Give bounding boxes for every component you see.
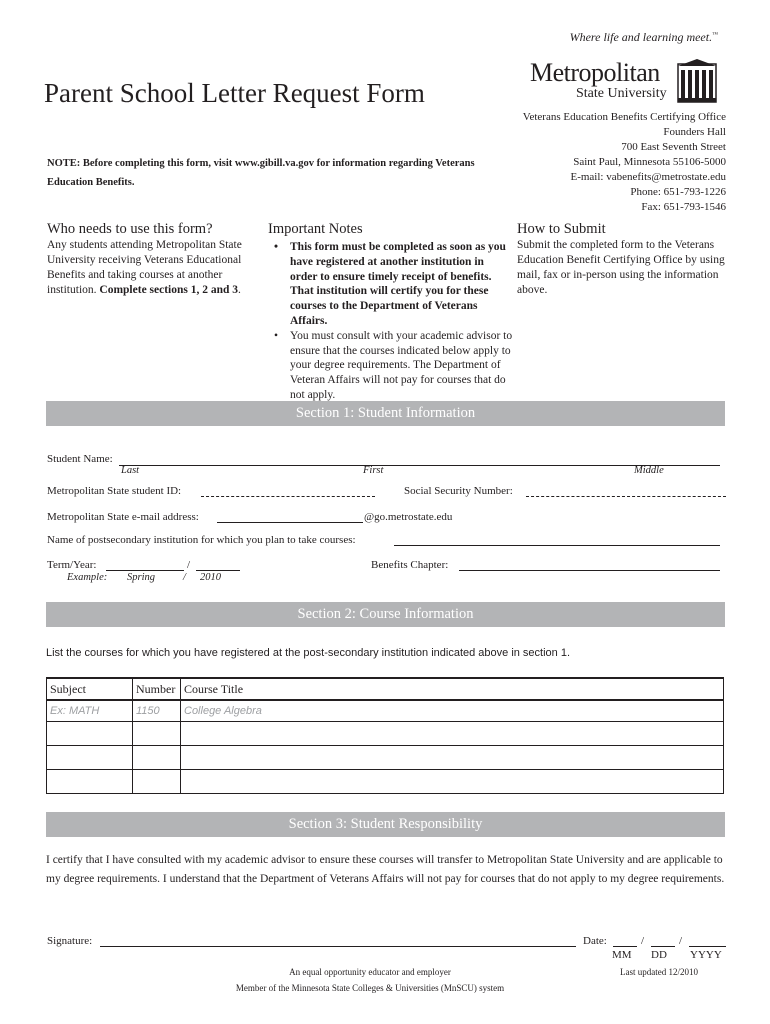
table-header-row xyxy=(47,678,724,700)
office-line: E-mail: vabenefits@metrostate.edu xyxy=(570,171,726,183)
date-yyyy-caption: YYYY xyxy=(690,949,722,961)
logo-line2: State University xyxy=(576,86,667,101)
important-notes-column xyxy=(268,221,514,403)
office-line: Phone: 651-793-1226 xyxy=(630,186,726,198)
example-slash: / xyxy=(183,572,186,583)
example-term: Spring xyxy=(127,572,156,583)
footer-eeo: An equal opportunity educator and employer xyxy=(289,967,451,977)
student-id-label: Metropolitan State student ID: xyxy=(47,485,182,497)
gibill-note: NOTE: Before completing this form, visit www.gibill.va.gov for information regarding Veterans Education Benefits. xyxy=(47,158,475,188)
date-yyyy-field[interactable] xyxy=(689,946,726,947)
number-cell[interactable] xyxy=(133,722,181,746)
subject-cell[interactable] xyxy=(47,746,133,770)
signature-field[interactable] xyxy=(100,946,576,947)
how-text: Submit the completed form to the Veterans Education Benefit Certifying Office by using mail, fax or in-person using the information above. xyxy=(517,239,725,296)
who-column xyxy=(47,221,257,298)
how-heading: How to Submit xyxy=(517,221,606,237)
example-title: College Algebra xyxy=(181,700,724,722)
who-text: Any students attending Metropolitan State University receiving Veterans Educational Benefits and taking courses at another institution. Complete sections 1, 2 and 3. xyxy=(47,239,242,296)
date-label: Date: xyxy=(583,935,607,947)
office-line: 700 East Seventh Street xyxy=(621,141,726,153)
email-domain: @go.metrostate.edu xyxy=(364,511,453,523)
tagline: Where life and learning meet.™ xyxy=(569,30,718,44)
important-heading: Important Notes xyxy=(268,221,363,237)
table-row[interactable] xyxy=(47,722,724,746)
number-cell[interactable] xyxy=(133,770,181,794)
column-number: Number xyxy=(133,678,181,700)
title-cell[interactable] xyxy=(181,722,724,746)
last-updated: Last updated 12/2010 xyxy=(620,967,698,977)
section2-header: Section 2: Course Information xyxy=(46,602,725,627)
table-row-example xyxy=(47,700,724,722)
term-year-slash: / xyxy=(187,559,191,571)
number-cell[interactable] xyxy=(133,746,181,770)
term-field[interactable] xyxy=(106,570,184,571)
student-name-label: Student Name: xyxy=(47,453,113,465)
section3-header: Section 3: Student Responsibility xyxy=(46,812,725,837)
title-cell[interactable] xyxy=(181,746,724,770)
date-slash-1: / xyxy=(641,935,645,947)
office-line: Founders Hall xyxy=(663,126,726,138)
office-line: Saint Paul, Minnesota 55106-5000 xyxy=(573,156,726,168)
student-name-field[interactable] xyxy=(119,465,720,466)
last-name-caption: Last xyxy=(121,465,140,476)
course-table xyxy=(46,677,724,794)
column-course-title: Course Title xyxy=(181,678,724,700)
example-number: 1150 xyxy=(133,700,181,722)
institution-field[interactable] xyxy=(394,545,720,546)
example-year: 2010 xyxy=(200,572,221,583)
example-label: Example: xyxy=(67,572,108,583)
benefits-chapter-label: Benefits Chapter: xyxy=(371,559,449,571)
table-row[interactable] xyxy=(47,746,724,770)
university-logo xyxy=(530,58,722,106)
page-title: Parent School Letter Request Form xyxy=(44,78,425,108)
year-field[interactable] xyxy=(196,570,240,571)
date-slash-2: / xyxy=(679,935,683,947)
office-line: Veterans Education Benefits Certifying Office xyxy=(522,111,726,123)
date-mm-caption: MM xyxy=(612,949,632,961)
building-icon xyxy=(676,58,718,104)
important-note-1: • This form must be completed as soon as you have registered at another institution in order to ensure timely receipt of benefits. That institution will certify you for these courses to the Department of Veterans Affairs. xyxy=(274,241,506,327)
student-id-field[interactable] xyxy=(201,496,375,497)
middle-name-caption: Middle xyxy=(634,465,664,476)
who-heading: Who needs to use this form? xyxy=(47,221,213,237)
title-cell[interactable] xyxy=(181,770,724,794)
subject-cell[interactable] xyxy=(47,722,133,746)
example-subject: Ex: MATH xyxy=(47,700,133,722)
ssn-label: Social Security Number: xyxy=(404,485,513,497)
term-year-label: Term/Year: xyxy=(47,559,97,571)
section1-header: Section 1: Student Information xyxy=(46,401,725,426)
email-label: Metropolitan State e-mail address: xyxy=(47,511,199,523)
important-note-2: • You must consult with your academic advisor to ensure that the courses indicated below apply to your degree requirements. The Department of Veteran Affairs will not pay for courses that do not apply. xyxy=(274,329,513,401)
date-dd-field[interactable] xyxy=(651,946,675,947)
benefits-chapter-field[interactable] xyxy=(459,570,720,571)
first-name-caption: First xyxy=(363,465,384,476)
signature-label: Signature: xyxy=(47,935,93,947)
course-instructions: List the courses for which you have registered at the post-secondary institution indicated above in section 1. xyxy=(46,647,571,659)
responsibility-statement: I certify that I have consulted with my academic advisor to ensure these courses will transfer to Metropolitan State University and are applicable to my degree requirements. I understand that the Department of Veterans Affairs will not pay for courses that do not apply to my degree requirements. xyxy=(46,854,725,885)
ssn-field[interactable] xyxy=(526,496,726,497)
table-row[interactable] xyxy=(47,770,724,794)
office-line: Fax: 651-793-1546 xyxy=(641,201,726,213)
subject-cell[interactable] xyxy=(47,770,133,794)
column-subject: Subject xyxy=(47,678,133,700)
institution-label: Name of postsecondary institution for which you plan to take courses: xyxy=(47,534,356,546)
footer-mnscu: Member of the Minnesota State Colleges & Universities (MnSCU) system xyxy=(235,983,505,993)
email-field[interactable] xyxy=(217,522,363,523)
office-address xyxy=(523,110,726,215)
date-mm-field[interactable] xyxy=(613,946,637,947)
logo-line1: Metropolitan xyxy=(530,58,660,87)
how-to-submit-column xyxy=(517,221,727,298)
date-dd-caption: DD xyxy=(651,949,667,961)
